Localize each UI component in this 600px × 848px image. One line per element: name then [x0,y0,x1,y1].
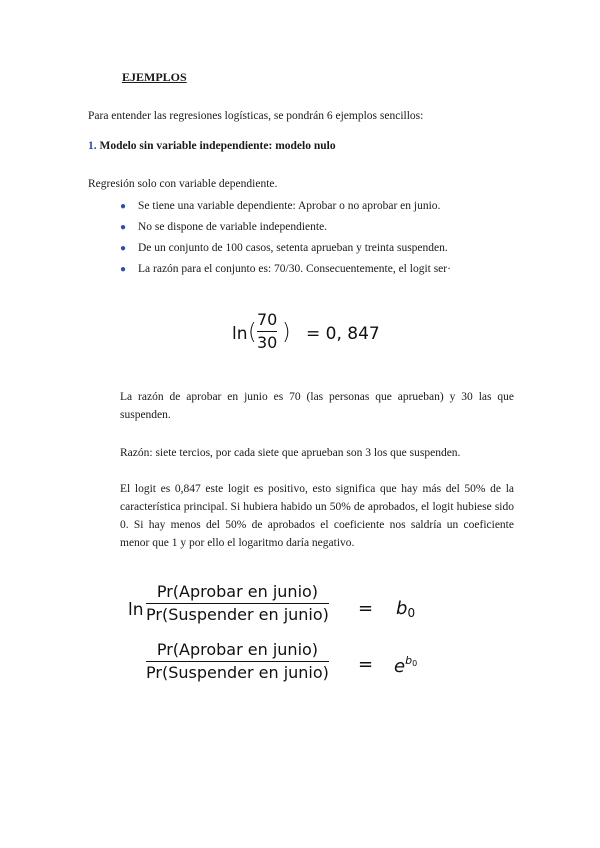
section-title [88,140,336,152]
fraction-bar [146,603,329,604]
section-title-text: Modelo sin variable independiente: modelo nulo [99,140,336,152]
odds-equations [128,582,458,692]
equals-sign: = [358,654,374,675]
intro-paragraph: Para entender las regresiones logísticas, se pondrán 6 ejemplos sencillos: [88,110,424,122]
fraction-bar [257,331,277,332]
list-item-text: Se tiene una variable dependiente: Aprobar o no aprobar en junio. [138,200,441,212]
ln-function: ln [128,600,144,620]
list-item [118,217,451,238]
paragraph-logit: El logit es 0,847 este logit es positivo, esto significa que hay más del 50% de la característica principal. Si hubiera habido un 50% de aprobados, el logit hubiese sido 0. Si hay menos del 50% de aprobados el coeficiente nos saldría un coeficiente menor que 1 y por ello el logaritmo daría negativo. [120,483,514,549]
list-item [118,196,451,217]
bullet-list [118,196,451,280]
exponential-e-b0: $e^{b_0}$ [394,654,418,677]
fraction-denominator: Pr(Suspender en junio) [146,663,329,682]
odds-fraction-2 [146,640,329,683]
paragraph-ratio: La razón de aprobar en junio es 70 (las personas que aprueban) y 30 las que suspenden. [120,391,514,421]
fraction-numerator: Pr(Aprobar en junio) [156,582,319,601]
regression-note: Regresión solo con variable dependiente. [88,178,278,190]
fraction-numerator: Pr(Aprobar en junio) [156,640,319,659]
section-number: 1. [88,140,97,152]
list-item-text: De un conjunto de 100 casos, setenta aprueban y treinta suspenden. [138,242,448,254]
paragraph-reason: Razón: siete tercios, por cada siete que aprueban son 3 los que suspenden. [120,447,461,459]
fraction-denominator: 30 [257,333,278,352]
page-heading: EJEMPLOS [122,70,187,84]
odds-fraction-1 [146,582,329,625]
ratio-fraction [257,310,277,353]
list-item-text: No se dispone de variable independiente. [138,221,328,233]
close-paren: ) [282,320,291,345]
fraction-denominator: Pr(Suspender en junio) [146,605,329,624]
bullet-icon: ● [120,222,127,233]
coefficient-b0: $b_0$ [396,598,416,620]
bullet-icon: ● [120,243,127,254]
open-paren: ( [248,320,257,345]
fraction-numerator: 70 [257,310,278,329]
bullet-icon: ● [120,201,127,212]
bullet-icon: ● [120,264,127,275]
list-item-text: La razón para el conjunto es: 70/30. Consecuentemente, el logit ser· [138,263,451,275]
ln-function: ln [232,324,248,344]
list-item [118,238,451,259]
fraction-bar [146,661,329,662]
equation-result: = 0, 847 [306,324,380,344]
equals-sign: = [358,598,374,619]
list-item [118,259,451,280]
